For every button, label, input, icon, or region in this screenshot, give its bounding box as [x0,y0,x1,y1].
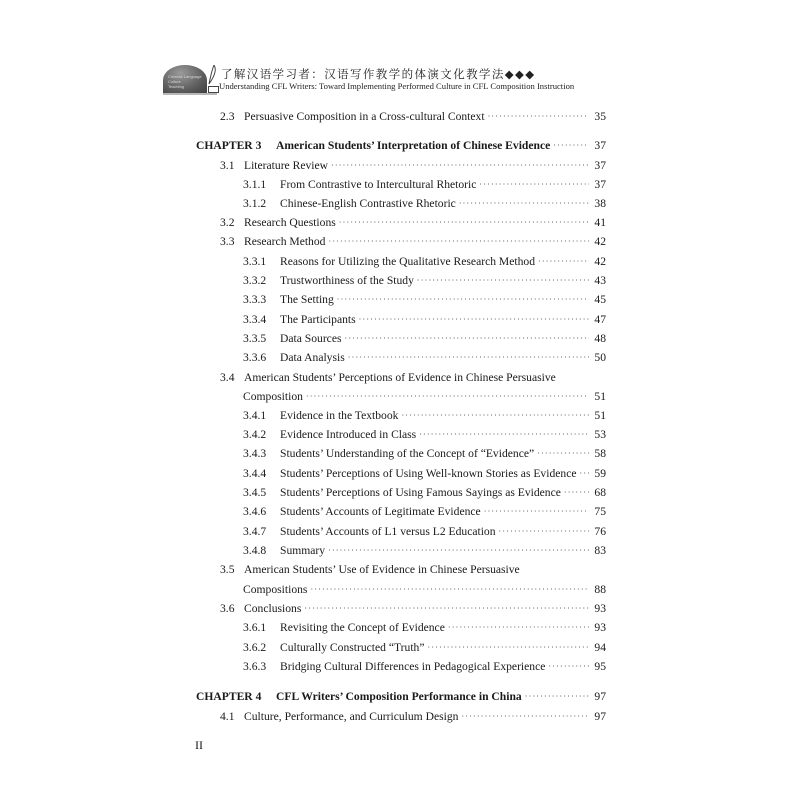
toc-number: 3.1 [220,159,235,172]
logo-text: Chinese Language Culture Teaching [168,74,202,89]
toc-number: 3.4.8 [243,544,267,557]
toc-entry[interactable] [196,562,606,578]
dot-leader [548,659,589,675]
toc-title: Chinese-English Contrastive Rhetoric [280,197,456,210]
dot-leader [306,389,589,405]
toc-page: 43 [594,274,606,287]
pen-icon [207,65,217,85]
toc-entry[interactable] [196,234,606,250]
toc-title: Evidence in the Textbook [280,409,399,422]
toc-entry[interactable] [196,408,606,424]
toc-title: The Setting [280,293,334,306]
toc-title: Students’ Understanding of the Concept of “Evidence” [280,447,535,460]
dot-leader [579,466,589,482]
toc-page: 48 [594,332,606,345]
toc-entry[interactable] [196,109,606,125]
toc-number: 3.6.3 [243,660,267,673]
toc-title-continued: Composition [243,390,303,403]
toc-title: Trustworthiness of the Study [280,274,414,287]
toc-number: 3.6.1 [243,621,267,634]
dot-leader [328,234,589,250]
toc-page: 83 [594,544,606,557]
toc-number: CHAPTER 3 [196,139,262,152]
toc-page: 47 [594,313,606,326]
toc-number: 4.1 [220,710,235,723]
toc-number: 3.4 [220,371,235,384]
toc-number: 3.4.4 [243,467,267,480]
toc-title: Students’ Accounts of L1 versus L2 Education [280,525,496,538]
dot-leader [345,331,590,347]
toc-entry[interactable] [196,254,606,270]
toc-number: 3.3.1 [243,255,267,268]
toc-entry[interactable] [196,215,606,231]
toc-entry[interactable] [196,177,606,193]
dot-leader [499,524,589,540]
toc-entry[interactable] [196,709,606,725]
toc-number: 3.3.3 [243,293,267,306]
toc-entry[interactable] [196,350,606,366]
dot-leader [448,620,589,636]
toc-entry[interactable] [196,504,606,520]
toc-number: 3.4.7 [243,525,267,538]
dot-leader [417,273,589,289]
toc-number: 3.3.2 [243,274,267,287]
toc-page: 38 [594,197,606,210]
toc-entry[interactable] [196,158,606,174]
dot-leader [538,254,589,270]
toc-title: Reasons for Utilizing the Qualitative Research Method [280,255,535,268]
dot-leader [461,709,589,725]
dot-leader [484,504,589,520]
toc-chapter[interactable] [196,138,606,154]
dot-leader [401,408,589,424]
toc-number: 2.3 [220,110,235,123]
toc-entry-continuation[interactable] [196,389,606,405]
toc-page: 94 [594,641,606,654]
toc-title: Persuasive Composition in a Cross-cultural Context [244,110,485,123]
toc-page: 37 [594,139,606,152]
logo-underline [163,93,217,95]
toc-page: 68 [594,486,606,499]
toc-number: 3.4.2 [243,428,267,441]
toc-title: Revisiting the Concept of Evidence [280,621,445,634]
toc-page: 37 [594,178,606,191]
toc-page: 51 [594,390,606,403]
toc-entry[interactable] [196,601,606,617]
toc-page: 58 [594,447,606,460]
toc-title: Conclusions [244,602,302,615]
toc-page: 51 [594,409,606,422]
toc-title: Students’ Perceptions of Using Well-known Stories as Evidence [280,467,577,480]
toc-page: 93 [594,602,606,615]
toc-page: 45 [594,293,606,306]
toc-number: 3.2 [220,216,235,229]
dot-leader [564,485,589,501]
toc-entry[interactable] [196,370,606,386]
toc-title: The Participants [280,313,356,326]
toc-title: Evidence Introduced in Class [280,428,417,441]
dot-leader [310,582,589,598]
header-title-chinese: 了解汉语学习者：汉语写作教学的体演文化教学法◆◆◆ [221,67,536,81]
toc-entry[interactable] [196,196,606,212]
toc-title: Research Method [244,235,326,248]
toc-page: 42 [594,235,606,248]
toc-entry[interactable] [196,543,606,559]
toc-number: 3.1.1 [243,178,267,191]
toc-number: 3.3 [220,235,235,248]
toc-number: 3.3.4 [243,313,267,326]
toc-title: Research Questions [244,216,336,229]
toc-number: 3.4.5 [243,486,267,499]
toc-title: From Contrastive to Intercultural Rhetoric [280,178,477,191]
book-icon [208,86,219,93]
dot-leader [459,196,589,212]
toc-entry[interactable] [196,292,606,308]
toc-page: 50 [594,351,606,364]
toc-page: 75 [594,505,606,518]
toc-entry[interactable] [196,466,606,482]
toc-number: 3.6 [220,602,235,615]
toc-number: 3.5 [220,563,235,576]
toc-page: 53 [594,428,606,441]
toc-title: Students’ Accounts of Legitimate Evidence [280,505,481,518]
toc-title: American Students’ Interpretation of Chinese Evidence [276,139,551,152]
dot-leader [337,292,589,308]
toc-number: 3.6.2 [243,641,267,654]
toc-entry[interactable] [196,312,606,328]
toc-title: Literature Review [244,159,329,172]
toc-entry[interactable] [196,427,606,443]
toc-title: Students’ Perceptions of Using Famous Sayings as Evidence [280,486,561,499]
toc-title: American Students’ Use of Evidence in Chinese Persuasive [244,563,520,576]
toc-number: 3.4.6 [243,505,267,518]
toc-page: 37 [594,159,606,172]
dot-leader [359,312,589,328]
dot-leader [525,689,589,705]
dot-leader [537,446,589,462]
toc-number: 3.1.2 [243,197,267,210]
toc-title: Culture, Performance, and Curriculum Design [244,710,459,723]
toc-number: 3.4.3 [243,447,267,460]
toc-page: 93 [594,621,606,634]
toc-title: CFL Writers’ Composition Performance in China [276,690,522,703]
toc-title: American Students’ Perceptions of Evidence in Chinese Persuasive [244,371,556,384]
toc-page: 88 [594,583,606,596]
toc-title: Bridging Cultural Differences in Pedagogical Experience [280,660,546,673]
toc-entry[interactable] [196,640,606,656]
running-header [163,63,603,97]
dot-leader [328,543,589,559]
toc-page: 41 [594,216,606,229]
dot-leader [348,350,589,366]
toc-number: CHAPTER 4 [196,690,262,703]
toc-entry-continuation[interactable] [196,582,606,598]
toc-entry[interactable] [196,446,606,462]
header-title-english: Understanding CFL Writers: Toward Implementing Performed Culture in CFL Composition Instruction [219,81,575,91]
toc-page: 76 [594,525,606,538]
toc-entry[interactable] [196,659,606,675]
toc-page: 59 [594,467,606,480]
toc-number: 3.4.1 [243,409,267,422]
toc-page: 97 [594,710,606,723]
dot-leader [304,601,589,617]
toc-entry[interactable] [196,331,606,347]
toc-entry[interactable] [196,620,606,636]
toc-page: 42 [594,255,606,268]
toc-entry[interactable] [196,524,606,540]
dot-leader [427,640,589,656]
toc-number: 3.3.6 [243,351,267,364]
toc-title: Summary [280,544,326,557]
dot-leader [553,138,589,154]
toc-title: Culturally Constructed “Truth” [280,641,425,654]
dot-leader [339,215,589,231]
toc-entry[interactable] [196,273,606,289]
dot-leader [419,427,589,443]
toc-page: 95 [594,660,606,673]
dot-leader [479,177,589,193]
toc-number: 3.3.5 [243,332,267,345]
series-logo [163,63,221,97]
toc-page: 35 [594,110,606,123]
page-folio: II [195,738,203,752]
dot-leader [488,109,589,125]
dot-leader [331,158,589,174]
toc-title: Data Sources [280,332,342,345]
toc-title: Data Analysis [280,351,345,364]
toc-page: 97 [594,690,606,703]
toc-title-continued: Compositions [243,583,308,596]
toc-chapter[interactable] [196,689,606,705]
toc-entry[interactable] [196,485,606,501]
